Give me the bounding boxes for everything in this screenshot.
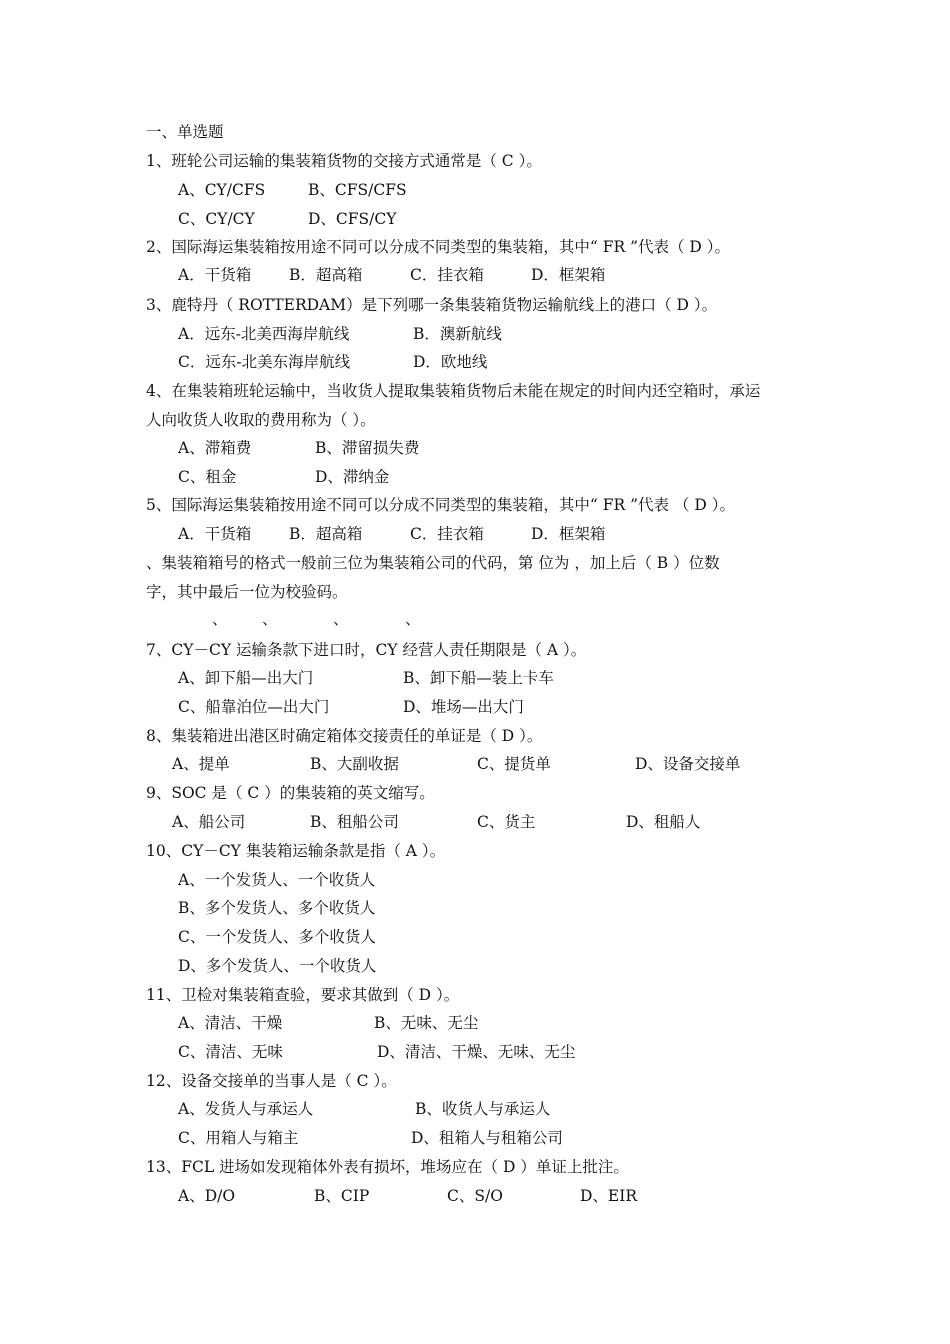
question-8-option-a: A、提单 xyxy=(172,755,230,773)
question-2-option-a: A．干货箱 xyxy=(178,266,252,284)
question-4-option-b: B、滞留损失费 xyxy=(315,439,420,457)
question-6-options-row xyxy=(212,609,421,629)
question-13-options-row xyxy=(178,1186,637,1206)
section-title: 一、单选题 xyxy=(146,123,224,141)
question-7-options-row-2 xyxy=(178,697,524,717)
question-13-option-c: C、S/O xyxy=(447,1187,503,1205)
question-4-option-c: C、租金 xyxy=(178,468,237,486)
question-11-option-b: B、无味、无尘 xyxy=(374,1014,479,1032)
question-4-stem-continued: 人向收货人收取的费用称为（ ）。 xyxy=(146,411,376,429)
question-5-option-a: A．干货箱 xyxy=(178,525,252,543)
question-3-option-a: A．远东-北美西海岸航线 xyxy=(178,325,350,343)
question-9-options-row xyxy=(172,812,700,832)
question-11-options-row-1 xyxy=(178,1013,478,1033)
question-2-options-row xyxy=(178,265,605,285)
question-7-option-d: D、堆场—出大门 xyxy=(403,698,524,716)
question-8-option-b: B、大副收据 xyxy=(310,755,399,773)
question-3-options-row-2 xyxy=(178,352,487,372)
question-11-options-row-2 xyxy=(178,1042,575,1062)
question-5-options-row xyxy=(178,524,605,544)
question-2-option-b: B．超高箱 xyxy=(289,266,363,284)
question-10-option-b: B、多个发货人、多个收货人 xyxy=(178,899,376,917)
question-3-option-b: B．澳新航线 xyxy=(413,325,502,343)
question-8-option-c: C、提货单 xyxy=(477,755,551,773)
question-11-option-a: A、清洁、干燥 xyxy=(178,1014,283,1032)
question-11-stem: 11、卫检对集装箱查验，要求其做到（ D ）。 xyxy=(146,986,460,1004)
question-2-stem: 2、国际海运集装箱按用途不同可以分成不同类型的集装箱，其中“ FR ”代表（ D ）。 xyxy=(146,238,731,256)
question-1-option-a: A、CY/CFS xyxy=(178,181,266,199)
question-12-stem: 12、设备交接单的当事人是（ C ）。 xyxy=(146,1072,397,1090)
question-11-option-c: C、清洁、无味 xyxy=(178,1043,283,1061)
question-12-option-a: A、发货人与承运人 xyxy=(178,1100,314,1118)
question-3-options-row-1 xyxy=(178,324,502,344)
question-4-options-row-1 xyxy=(178,438,419,458)
question-13-stem: 13、FCL 进场如发现箱体外表有损坏，堆场应在（ D ）单证上批注。 xyxy=(146,1158,629,1176)
question-8-stem: 8、集装箱进出港区时确定箱体交接责任的单证是（ D ）。 xyxy=(146,727,543,745)
question-7-options-row-1 xyxy=(178,668,554,688)
question-10-stem: 10、CY－CY 集装箱运输条款是指（ A ）。 xyxy=(146,842,446,860)
question-5-option-c: C．挂衣箱 xyxy=(410,525,484,543)
question-2-option-c: C．挂衣箱 xyxy=(410,266,484,284)
question-10-option-c: C、一个发货人、多个收货人 xyxy=(178,928,376,946)
question-7-stem: 7、CY－CY 运输条款下进口时，CY 经营人责任期限是（ A ）。 xyxy=(146,641,587,659)
question-12-option-b: B、收货人与承运人 xyxy=(415,1100,551,1118)
question-9-option-d: D、租船人 xyxy=(626,813,701,831)
question-6-stem: 、集装箱箱号的格式一般前三位为集装箱公司的代码，第 位为 ，加上后（ B ）位数 xyxy=(146,554,720,572)
question-12-option-d: D、租箱人与租箱公司 xyxy=(411,1129,563,1147)
question-4-options-row-2 xyxy=(178,467,389,487)
question-9-option-c: C、货主 xyxy=(477,813,536,831)
question-5-option-b: B．超高箱 xyxy=(289,525,363,543)
question-7-option-a: A、卸下船—出大门 xyxy=(178,669,314,687)
question-1-stem: 1、班轮公司运输的集装箱货物的交接方式通常是（ C ）。 xyxy=(146,152,542,170)
question-1-option-b: B、CFS/CFS xyxy=(308,181,407,199)
question-10-option-a: A、一个发货人、一个收货人 xyxy=(178,871,376,889)
question-9-stem: 9、SOC 是（ C ）的集装箱的英文缩写。 xyxy=(146,784,435,802)
question-8-options-row xyxy=(172,754,740,774)
question-13-option-b: B、CIP xyxy=(314,1187,370,1205)
question-1-option-d: D、CFS/CY xyxy=(308,210,397,228)
question-12-options-row-2 xyxy=(178,1128,563,1148)
question-11-option-d: D、清洁、干燥、无味、无尘 xyxy=(377,1043,576,1061)
question-4-option-a: A、滞箱费 xyxy=(178,439,252,457)
question-1-options-row-1 xyxy=(178,180,407,200)
question-6-option-a: 、 xyxy=(212,610,228,628)
question-4-option-d: D、滞纳金 xyxy=(315,468,390,486)
question-10-option-d: D、多个发货人、一个收货人 xyxy=(178,957,377,975)
question-3-option-c: C．远东-北美东海岸航线 xyxy=(178,353,351,371)
question-5-option-d: D．框架箱 xyxy=(531,525,606,543)
question-1-option-c: C、CY/CY xyxy=(178,210,255,228)
question-6-option-b: 、 xyxy=(262,610,278,628)
question-13-option-d: D、EIR xyxy=(580,1187,638,1205)
question-12-options-row-1 xyxy=(178,1099,550,1119)
question-9-option-a: A、船公司 xyxy=(172,813,246,831)
question-3-stem: 3、鹿特丹（ ROTTERDAM）是下列哪一条集装箱货物运输航线上的港口（ D ）。 xyxy=(146,296,718,314)
question-2-option-d: D．框架箱 xyxy=(531,266,606,284)
question-6-stem-continued: 字，其中最后一位为校验码。 xyxy=(146,583,348,601)
question-1-options-row-2 xyxy=(178,209,396,229)
question-3-option-d: D．欧地线 xyxy=(413,353,488,371)
question-7-option-b: B、卸下船—装上卡车 xyxy=(403,669,554,687)
question-9-option-b: B、租船公司 xyxy=(310,813,399,831)
question-7-option-c: C、船靠泊位—出大门 xyxy=(178,698,330,716)
question-12-option-c: C、用箱人与箱主 xyxy=(178,1129,299,1147)
question-8-option-d: D、设备交接单 xyxy=(635,755,741,773)
question-4-stem: 4、在集装箱班轮运输中，当收货人提取集装箱货物后未能在规定的时间内还空箱时，承运 xyxy=(146,382,761,400)
question-5-stem: 5、国际海运集装箱按用途不同可以分成不同类型的集装箱，其中“ FR ”代表 （ D ）。 xyxy=(146,496,735,514)
question-6-option-d: 、 xyxy=(405,610,421,628)
question-13-option-a: A、D/O xyxy=(178,1187,236,1205)
question-6-option-c: 、 xyxy=(333,610,349,628)
